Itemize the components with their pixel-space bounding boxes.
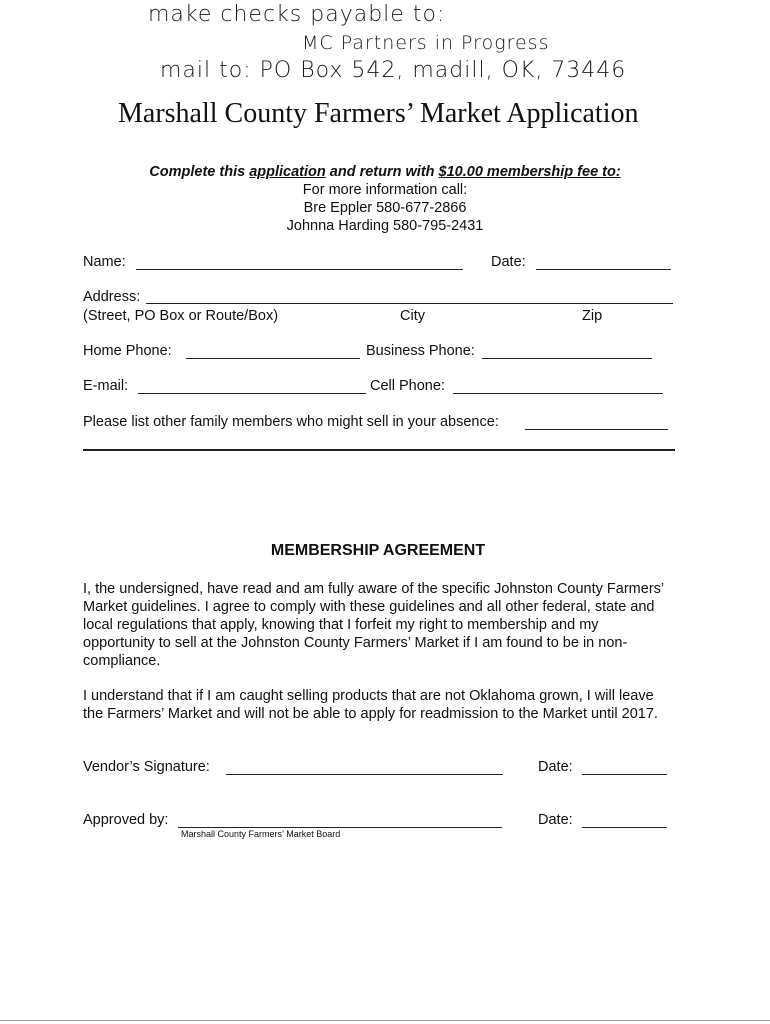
vendor-date-field[interactable] <box>582 774 667 775</box>
instructions-fee: $10.00 membership fee to: <box>438 164 621 180</box>
more-info-text: For more information call: <box>302 182 468 198</box>
handwritten-payee-line: MC Partners in Progress <box>302 32 550 54</box>
address-field[interactable] <box>146 303 673 304</box>
business-phone-label: Business Phone: <box>366 343 475 359</box>
approved-date-label: Date: <box>538 812 573 828</box>
agreement-paragraph-2: I understand that if I am caught selling products that are not Oklahoma grown, I will leave the Farmers’ Market and will not be able to apply for readmission to the Market until 2017. <box>83 688 658 722</box>
home-phone-field[interactable] <box>186 358 360 359</box>
approved-by-label: Approved by: <box>83 812 169 828</box>
cell-phone-label: Cell Phone: <box>370 378 445 394</box>
family-members-label: Please list other family members who might sell in your absence: <box>83 414 499 430</box>
vendor-date-label: Date: <box>538 759 573 775</box>
board-caption: Marshall County Farmers’ Market Board <box>181 829 341 839</box>
instructions-middle: and return with <box>329 164 435 180</box>
zip-hint: Zip <box>582 308 603 324</box>
agreement-heading: MEMBERSHIP AGREEMENT <box>270 542 486 559</box>
email-field[interactable] <box>138 393 366 394</box>
contact-johnna: Johnna Harding 580-795-2431 <box>286 218 484 234</box>
name-field[interactable] <box>136 269 463 270</box>
instructions-lead: Complete this <box>149 164 246 180</box>
handwritten-payable-line: make checks payable to: <box>148 2 446 27</box>
family-members-field-line2[interactable] <box>83 449 675 451</box>
scan-edge-line <box>0 1020 770 1021</box>
instructions-line <box>0 164 770 180</box>
name-label: Name: <box>83 254 126 270</box>
email-label: E-mail: <box>83 378 129 394</box>
instructions-application-word: application <box>249 164 326 180</box>
cell-phone-field[interactable] <box>453 393 663 394</box>
approved-date-field[interactable] <box>582 827 667 828</box>
business-phone-field[interactable] <box>482 358 652 359</box>
agreement-paragraph-1: I, the undersigned, have read and am fully aware of the specific Johnston County Farmers’ Market guidelines. I agree to comply with these guidelines and all other federal, state and local regulations that apply, knowing that I forfeit my right to membership and my opportunity to sell at the Johnston County Farmers’ Market if I am found to be in non-compliance. <box>83 581 664 669</box>
vendor-signature-field[interactable] <box>226 774 503 775</box>
address-label: Address: <box>83 289 141 305</box>
city-hint: City <box>400 308 425 324</box>
home-phone-label: Home Phone: <box>83 343 172 359</box>
contact-bre: Bre Eppler 580-677-2866 <box>303 200 467 216</box>
family-members-field[interactable] <box>525 429 668 430</box>
date-label: Date: <box>491 254 526 270</box>
date-field[interactable] <box>536 269 671 270</box>
vendor-signature-label: Vendor’s Signature: <box>83 759 210 775</box>
approved-by-field[interactable] <box>178 827 502 828</box>
page-title: Marshall County Farmers’ Market Application <box>118 98 639 129</box>
handwritten-address-line: mail to: PO Box 542, madill, OK, 73446 <box>160 58 627 83</box>
street-hint: (Street, PO Box or Route/Box) <box>83 308 279 324</box>
